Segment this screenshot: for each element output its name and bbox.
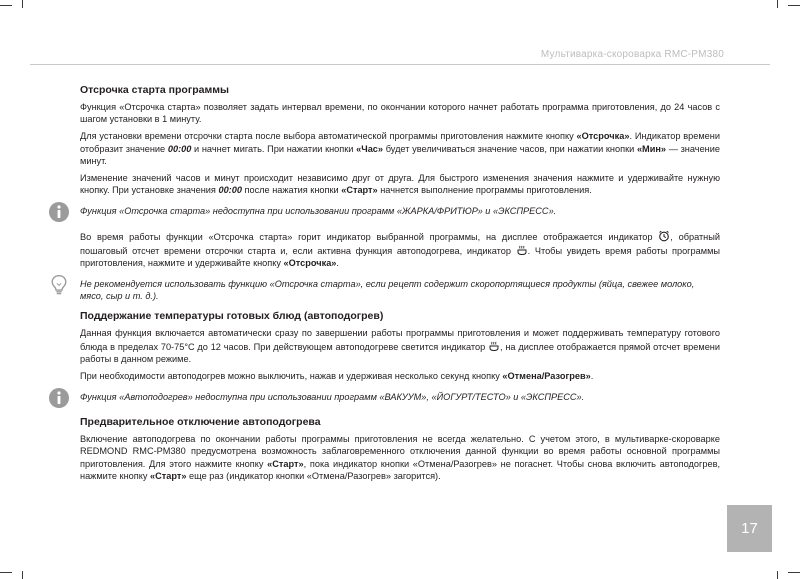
note-text: Не рекомендуется использовать функцию «Отсрочка старта», если рецепт содержит скоропортящиеся продукты (яйца, свежее молоко, мясо, сыр и т. д.). xyxy=(80,279,695,302)
note-info xyxy=(48,387,720,409)
section-title-keep-warm: Поддержание температуры готовых блюд (автоподогрев) xyxy=(80,310,384,323)
lightbulb-icon xyxy=(48,274,70,296)
info-icon xyxy=(48,201,70,223)
crop-mark-tl-v xyxy=(22,0,23,8)
paragraph: Изменение значений часов и минут происходит независимо друг от друга. Для быстрого изменения значения нажмите и удерживайте нужную кнопку. При установке значения 00:00 после нажатия кнопки «Старт» начнется выполнение программы приготовления. xyxy=(80,173,720,196)
note-text: Функция «Автоподогрев» недоступна при использовании программ «ВАКУУМ», «ЙОГУРТ/ТЕСТО» и «ЭКСПРЕСС». xyxy=(80,392,585,403)
paragraph: Во время работы функции «Отсрочка старта» горит индикатор выбранной программы, на дисплее отображается индикатор , обратный пошаговый отсчет времени отсрочки старта и, если активна функция автоподогрева, индикатор . Чтобы увидеть время работы программы приготовления, нажмите и удерживайте кнопку «Отсрочка». xyxy=(80,232,720,268)
crop-mark-tr-h xyxy=(788,5,800,6)
header-title: Мультиварка-скороварка RMC-PM380 xyxy=(540,49,724,60)
note-warning xyxy=(48,274,720,302)
section-title-disable-keep-warm: Предварительное отключение автоподогрева xyxy=(80,416,321,429)
clock-icon xyxy=(658,230,670,242)
note-info xyxy=(48,201,720,223)
crop-mark-bl-h xyxy=(0,572,12,573)
page-number: 17 xyxy=(727,505,772,552)
crop-mark-br-h xyxy=(788,572,800,573)
crop-mark-br-v xyxy=(777,571,778,579)
page-content xyxy=(80,84,720,487)
paragraph: Данная функция включается автоматически сразу по завершении работы программы приготовления и может поддерживать температуру готового блюда в пределах 70-75°C до 12 часов. При действующем автоподогреве светится индикатор , на дисплее отображается прямой отсчет времени работы в данном режиме. xyxy=(80,328,721,364)
crop-mark-tl-h xyxy=(0,5,12,6)
heat-cup-icon xyxy=(516,244,528,256)
crop-mark-tr-v xyxy=(777,0,778,8)
section-title-delay-start: Отсрочка старта программы xyxy=(80,84,229,96)
paragraph: Включение автоподогрева по окончании работы программы приготовления не всегда желательно. С учетом этого, в мультиварке-скороварке REDMOND RMC-PM380 предусмотрена возможность заблаговременного отключения данной функции во время работы основной программы приготовления. Для этого нажмите кнопку «Старт», пока индикатор кнопки «Отмена/Разогрев» не погаснет. Чтобы снова включить автоподогрев, нажмите кнопку «Старт» еще раз (индикатор кнопки «Отмена/Разогрев» загорится). xyxy=(80,434,720,481)
heat-cup-icon xyxy=(488,340,500,352)
crop-mark-bl-v xyxy=(22,571,23,579)
paragraph: Для установки времени отсрочки старта после выбора автоматической программы приготовления нажмите кнопку «Отсрочка». Индикатор времени отобразит значение 00:00 и начнет мигать. При нажатии кнопки «Час» будет увеличиваться значение часов, при нажатии кнопки «Мин» — значение минут. xyxy=(80,131,720,166)
note-text: Функция «Отсрочка старта» недоступна при использовании программ «ЖАРКА/ФРИТЮР» и «ЭКСПРЕСС». xyxy=(80,206,557,217)
header-divider xyxy=(30,64,770,65)
info-icon xyxy=(48,387,70,409)
paragraph: При необходимости автоподогрев можно выключить, нажав и удерживая несколько секунд кнопку «Отмена/Разогрев». xyxy=(80,371,594,382)
paragraph: Функция «Отсрочка старта» позволяет задать интервал времени, по окончании которого начнет работать программа приготовления, до 24 часов с шагом установки в 1 минуту. xyxy=(80,102,720,125)
